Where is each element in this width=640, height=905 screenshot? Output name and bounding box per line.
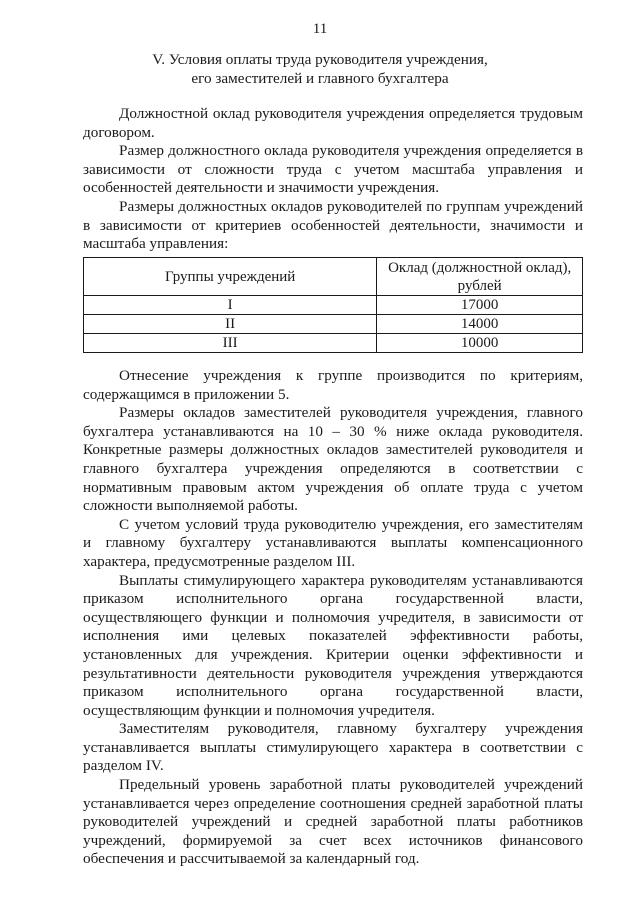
column-header-salary-line-2: рублей bbox=[457, 277, 502, 294]
table-row bbox=[84, 334, 583, 353]
section-heading bbox=[0, 50, 640, 88]
salary-cell: 17000 bbox=[377, 296, 583, 315]
body-text-before-table bbox=[83, 105, 583, 254]
paragraph: Должностной оклад руководителя учреждения определяется трудовым договором. bbox=[83, 105, 583, 141]
group-cell: I bbox=[84, 296, 377, 315]
column-header-salary bbox=[377, 258, 583, 296]
paragraph: С учетом условий труда руководителю учреждения, его заместителям и главному бухгалтеру устанавливаются выплаты компенсационного характера, предусмотренные разделом III. bbox=[83, 515, 583, 570]
paragraph: Заместителям руководителя, главному бухгалтеру учреждения устанавливается выплаты стимулирующего характера в соответствии с разделом IV. bbox=[83, 720, 583, 775]
salary-cell: 10000 bbox=[377, 334, 583, 353]
table-row bbox=[84, 315, 583, 334]
paragraph: Предельный уровень заработной платы руководителей учреждений устанавливается через определение соотношения средней заработной платы руководителей учреждений и средней заработной платы работников учреждений, формируемой за счет всех источников финансового обеспечения и рассчитываемой за календарный год. bbox=[83, 776, 583, 868]
section-heading-line-1: V. Условия оплаты труда руководителя учреждения, bbox=[152, 51, 488, 68]
body-text-after-table bbox=[83, 367, 583, 869]
paragraph: Размеры должностных окладов руководителей по группам учреждений в зависимости от критериев особенностей деятельности, значимости и масштаба управления: bbox=[83, 197, 583, 253]
table-header-row bbox=[84, 258, 583, 296]
paragraph: Размер должностного оклада руководителя учреждения определяется в зависимости от сложности труда с учетом масштаба управления и особенностей деятельности и значимости учреждения. bbox=[83, 142, 583, 197]
paragraph: Размеры окладов заместителей руководителя учреждения, главного бухгалтера устанавливаются на 10 – 30 % ниже оклада руководителя. Конкретные размеры должностных окладов заместителей руководителя и главного бухгалтера учреждения определяются в соответствии с нормативным правовым актом учреждения об оплате труда с учетом сложности выполняемой работы. bbox=[83, 404, 583, 515]
paragraph: Выплаты стимулирующего характера руководителям устанавливаются приказом исполнительного органа государственной власти, осуществляющего функции и полномочия учредителя, в зависимости от исполнения ими целевых показателей эффективности работы, установленных для учреждения. Критерии оценки эффективности и результативности деятельности руководителя учреждения утверждаются приказом исполнительного органа государственной власти, осуществляющим функции и полномочия учредителя. bbox=[83, 571, 583, 719]
page-number: 11 bbox=[312, 20, 328, 37]
group-cell: II bbox=[84, 315, 377, 334]
salary-table bbox=[83, 257, 583, 353]
section-heading-line-2: его заместителей и главного бухгалтера bbox=[191, 70, 449, 87]
table-row bbox=[84, 296, 583, 315]
salary-cell: 14000 bbox=[377, 315, 583, 334]
group-cell: III bbox=[84, 334, 377, 353]
paragraph: Отнесение учреждения к группе производится по критериям, содержащимся в приложении 5. bbox=[83, 367, 583, 403]
column-header-salary-line-1: Оклад (должностной оклад), bbox=[388, 259, 572, 276]
column-header-groups: Группы учреждений bbox=[84, 258, 377, 296]
